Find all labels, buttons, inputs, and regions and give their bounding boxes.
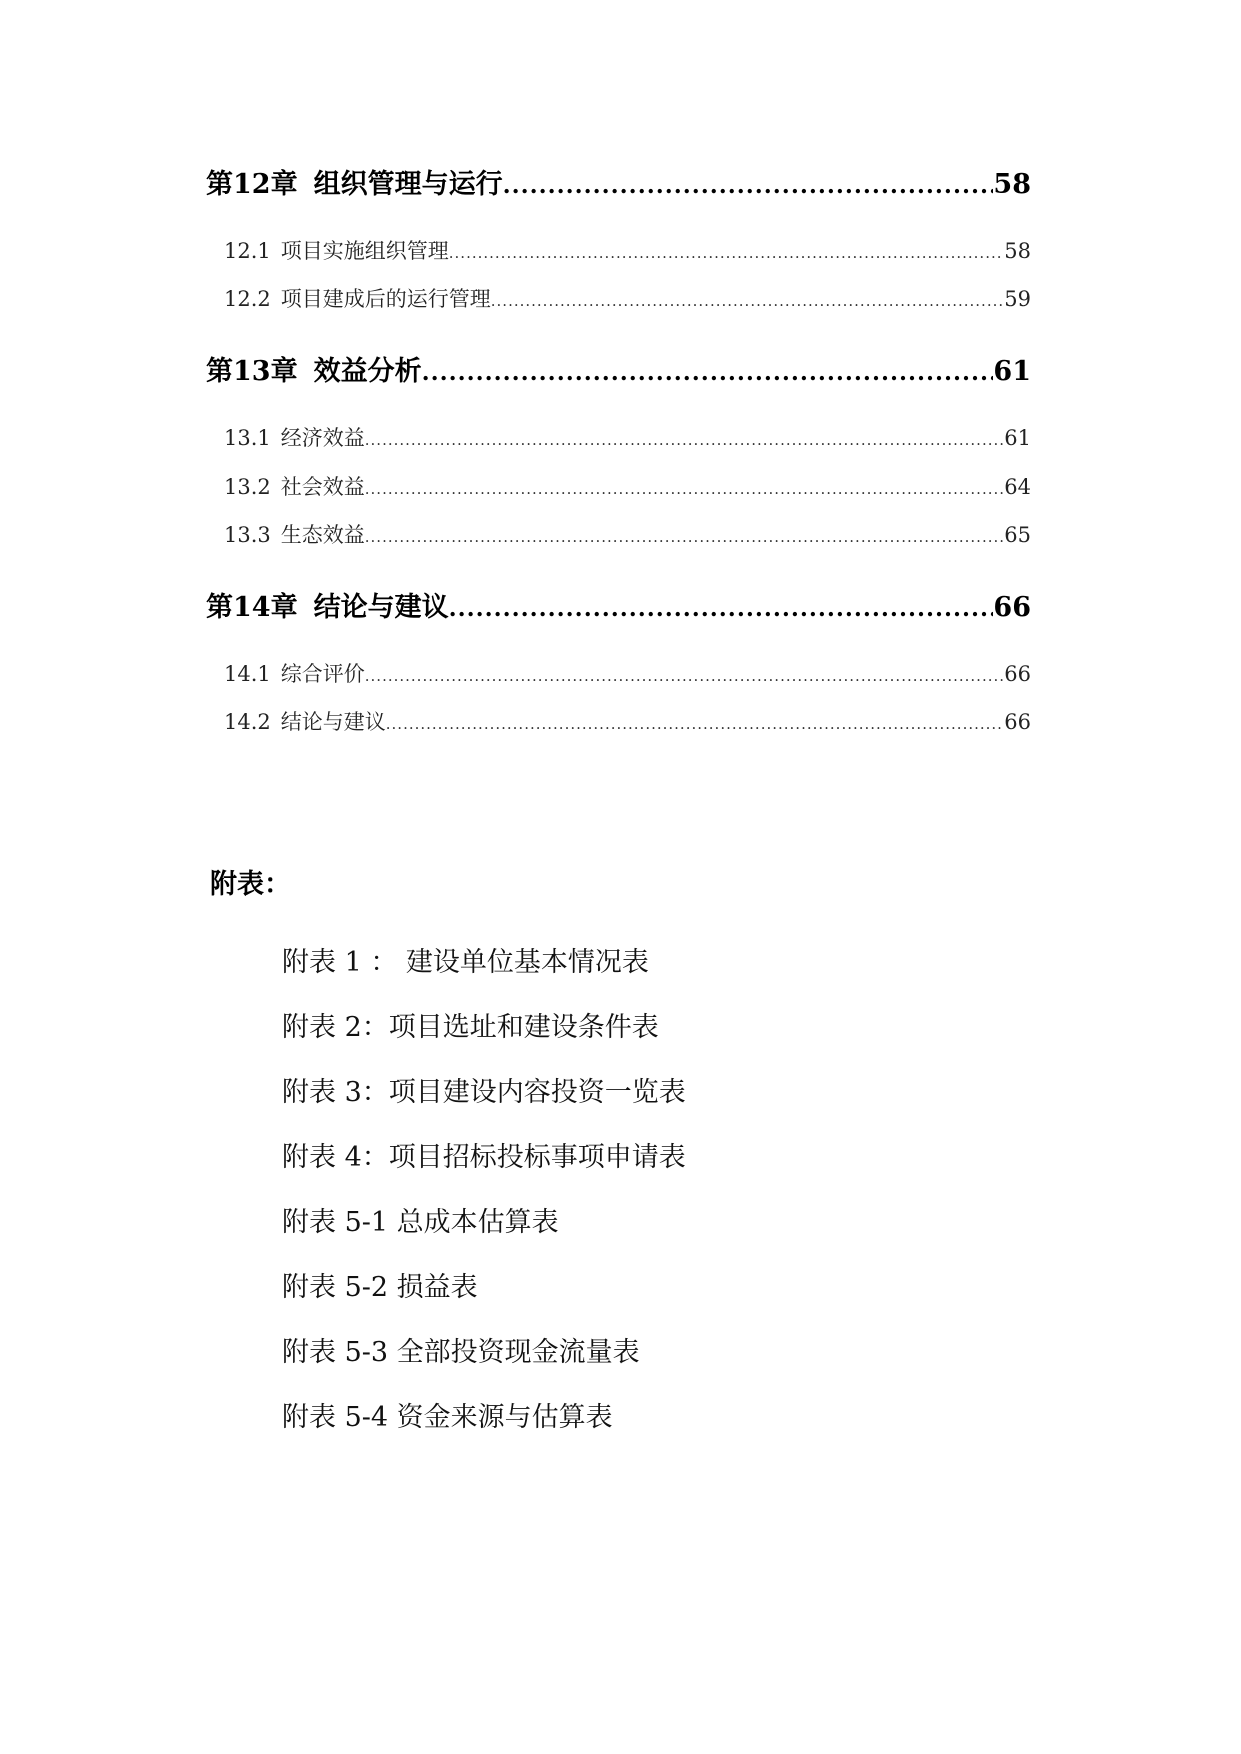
page-number: 61 bbox=[993, 356, 1031, 387]
chapter-number: 第14章 结论与建议 bbox=[206, 592, 449, 623]
dot-leader bbox=[365, 667, 1005, 685]
page-number: 66 bbox=[993, 592, 1031, 623]
section-title: 13.2 社会效益 bbox=[224, 475, 365, 499]
dot-leader bbox=[365, 431, 1005, 449]
appendix-item[interactable]: 附表 5-4 资金来源与估算表 bbox=[282, 1402, 613, 1433]
appendix-item[interactable]: 附表 4：项目招标投标事项申请表 bbox=[282, 1142, 686, 1173]
page-number: 65 bbox=[1004, 523, 1031, 547]
section-title: 14.2 结论与建议 bbox=[224, 710, 386, 734]
page-number: 66 bbox=[1004, 662, 1031, 686]
section-title: 14.1 综合评价 bbox=[224, 662, 365, 686]
section-title: 12.1 项目实施组织管理 bbox=[224, 239, 449, 263]
appendix-heading: 附表： bbox=[210, 869, 291, 900]
section-title: 13.1 经济效益 bbox=[224, 426, 365, 450]
page-number: 58 bbox=[993, 169, 1031, 200]
chapter-number: 第13章 效益分析 bbox=[206, 356, 422, 387]
toc-section-14-2[interactable] bbox=[224, 706, 1031, 736]
dot-leader bbox=[422, 359, 994, 386]
toc-chapter-14[interactable] bbox=[206, 585, 1031, 624]
toc-section-14-1[interactable] bbox=[224, 658, 1031, 688]
appendix-item[interactable]: 附表 5-1 总成本估算表 bbox=[282, 1207, 559, 1238]
page-number: 66 bbox=[1004, 710, 1031, 734]
toc-section-13-2[interactable] bbox=[224, 471, 1031, 501]
toc-chapter-13[interactable] bbox=[206, 349, 1031, 388]
section-title: 12.2 项目建成后的运行管理 bbox=[224, 287, 491, 311]
toc-section-13-1[interactable] bbox=[224, 422, 1031, 452]
page-number: 58 bbox=[1004, 239, 1031, 263]
dot-leader bbox=[449, 595, 994, 622]
appendix-item[interactable]: 附表 2：项目选址和建设条件表 bbox=[282, 1012, 659, 1043]
chapter-number: 第12章 组织管理与运行 bbox=[206, 169, 503, 200]
dot-leader bbox=[365, 528, 1005, 546]
dot-leader bbox=[491, 292, 1005, 310]
page-number: 64 bbox=[1004, 475, 1031, 499]
dot-leader bbox=[503, 172, 994, 199]
page-number: 61 bbox=[1004, 426, 1031, 450]
appendix-item[interactable]: 附表 5-2 损益表 bbox=[282, 1272, 478, 1303]
appendix-item[interactable]: 附表 3：项目建设内容投资一览表 bbox=[282, 1077, 686, 1108]
section-title: 13.3 生态效益 bbox=[224, 523, 365, 547]
dot-leader bbox=[386, 715, 1005, 733]
toc-chapter-12[interactable] bbox=[206, 162, 1031, 201]
page-number: 59 bbox=[1004, 287, 1031, 311]
dot-leader bbox=[365, 480, 1005, 498]
toc-section-12-1[interactable] bbox=[224, 235, 1031, 265]
toc-section-12-2[interactable] bbox=[224, 283, 1031, 313]
dot-leader bbox=[449, 244, 1005, 262]
appendix-item[interactable]: 附表 1 ： 建设单位基本情况表 bbox=[282, 947, 649, 978]
appendix-item[interactable]: 附表 5-3 全部投资现金流量表 bbox=[282, 1337, 640, 1368]
toc-section-13-3[interactable] bbox=[224, 519, 1031, 549]
